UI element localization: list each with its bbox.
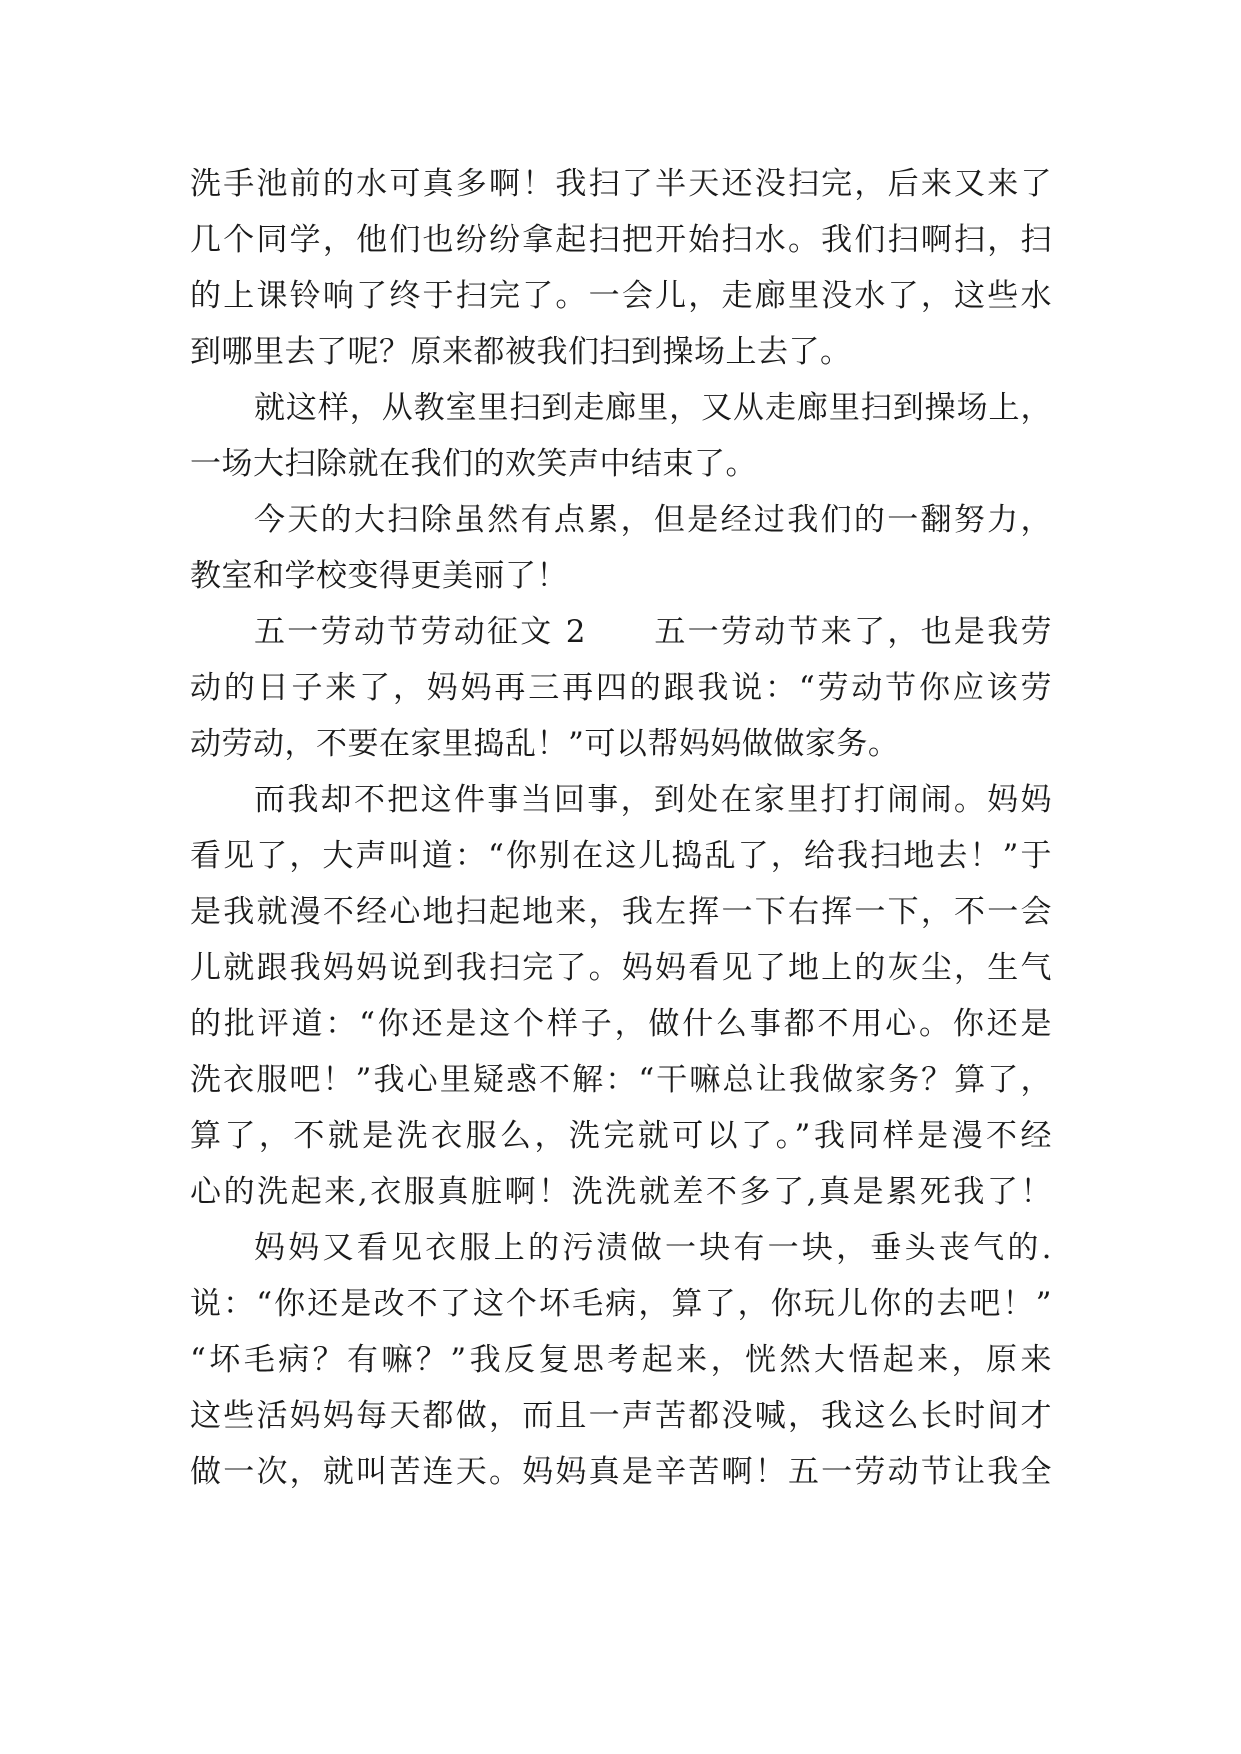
text-line: 今天的大扫除虽然有点累，但是经过我们的一翻努力，: [254, 502, 1052, 538]
text-line: 洗手池前的水可真多啊！我扫了半天还没扫完，后来又来了: [190, 166, 1052, 202]
text-line: 是我就漫不经心地扫起地来，我左挥一下右挥一下，不一会: [190, 894, 1052, 930]
text-line: 儿就跟我妈妈说到我扫完了。妈妈看见了地上的灰尘，生气: [190, 950, 1052, 986]
text-line: 算了，不就是洗衣服么，洗完就可以了。”我同样是漫不经: [190, 1118, 1052, 1154]
text-line: 妈妈又看见衣服上的污渍做一块有一块，垂头丧气的.: [254, 1230, 1052, 1266]
text-line: 就这样，从教室里扫到走廊里，又从走廊里扫到操场上，: [254, 390, 1052, 426]
text-line: “坏毛病？有嘛？”我反复思考起来，恍然大悟起来，原来: [190, 1342, 1052, 1378]
text-line: 看见了，大声叫道：“你别在这儿捣乱了，给我扫地去！”于: [190, 838, 1052, 874]
text-line: 到哪里去了呢？原来都被我们扫到操场上去了。: [190, 334, 852, 370]
text-line: 动劳动，不要在家里捣乱！”可以帮妈妈做做家务。: [190, 726, 900, 762]
text-line: 动的日子来了，妈妈再三再四的跟我说：“劳动节你应该劳: [190, 670, 1052, 706]
text-line: 几个同学，他们也纷纷拿起扫把开始扫水。我们扫啊扫，扫: [190, 222, 1052, 258]
text-line: 五一劳动节劳动征文 2 五一劳动节来了，也是我劳: [254, 614, 1052, 650]
text-line: 这些活妈妈每天都做，而且一声苦都没喊，我这么长时间才: [190, 1398, 1052, 1434]
text-line: 的批评道：“你还是这个样子，做什么事都不用心。你还是: [190, 1006, 1052, 1042]
text-line: 而我却不把这件事当回事，到处在家里打打闹闹。妈妈: [254, 782, 1052, 818]
text-line: 一场大扫除就在我们的欢笑声中结束了。: [190, 446, 757, 482]
text-line: 做一次，就叫苦连天。妈妈真是辛苦啊！五一劳动节让我全: [190, 1454, 1052, 1490]
text-line: 心的洗起来,衣服真脏啊！洗洗就差不多了,真是累死我了！: [190, 1174, 1052, 1210]
body-text: [190, 156, 1052, 1500]
text-line: 说：“你还是改不了这个坏毛病，算了，你玩儿你的去吧！”: [190, 1286, 1052, 1322]
text-line: 洗衣服吧！”我心里疑惑不解：“干嘛总让我做家务？算了，: [190, 1062, 1052, 1098]
text-line: 教室和学校变得更美丽了！: [190, 558, 568, 594]
text-line: 的上课铃响了终于扫完了。一会儿，走廊里没水了，这些水: [190, 278, 1052, 314]
